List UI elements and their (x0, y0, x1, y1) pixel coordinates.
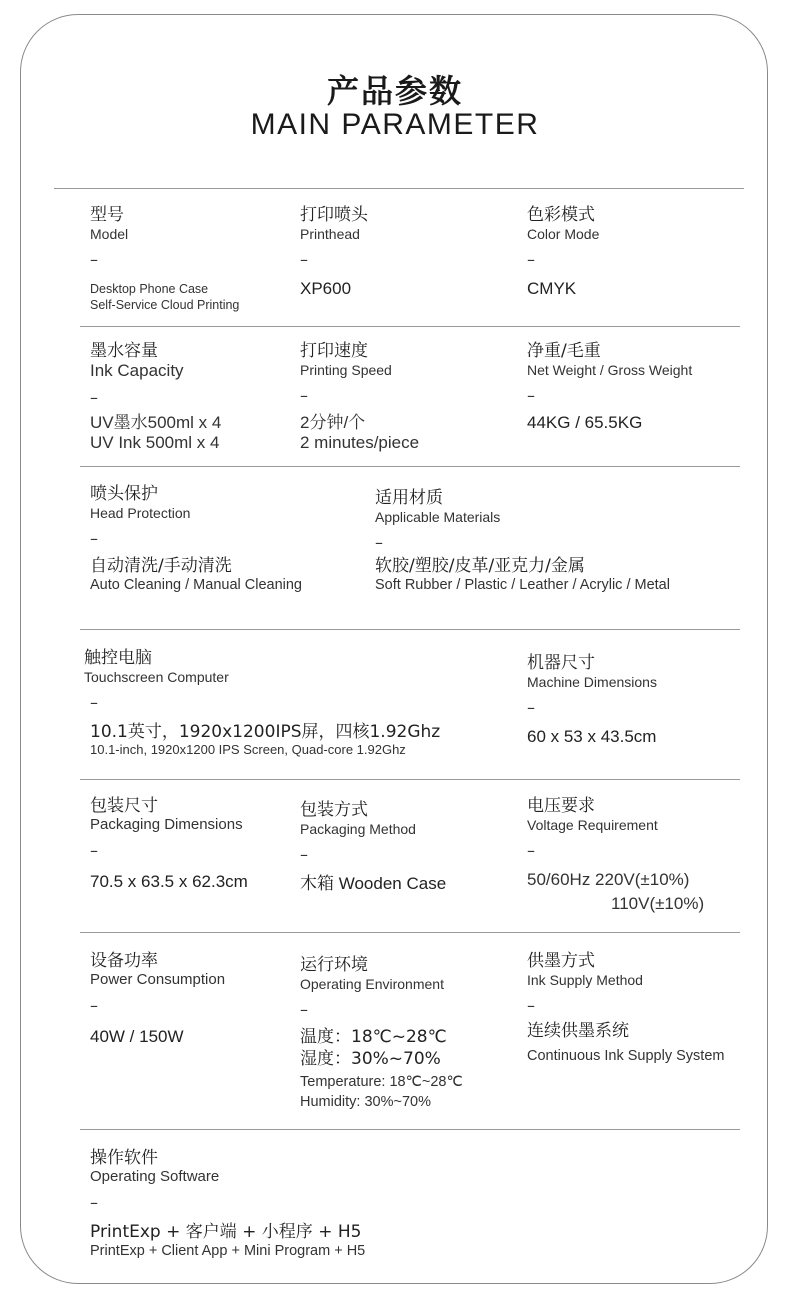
param-value: Desktop Phone Case (90, 282, 209, 296)
param-machine-dimensions (527, 653, 657, 747)
param-packaging-dimensions (90, 796, 248, 892)
param-value: 40W / 150W (90, 1027, 184, 1046)
param-label-cn: 操作软件 (90, 1148, 158, 1168)
param-value-cn: 连续供墨系统 (527, 1021, 629, 1041)
divider-5 (80, 779, 740, 780)
dash: – (300, 250, 308, 269)
param-voltage (527, 796, 704, 914)
dash: – (300, 845, 308, 864)
dash: – (527, 996, 535, 1015)
divider-4 (80, 629, 740, 630)
dash: – (527, 250, 535, 269)
param-label-cn: 打印喷头 (300, 205, 368, 225)
dash: – (90, 841, 98, 860)
param-label-en: Model (90, 226, 129, 242)
param-label-en: Net Weight / Gross Weight (527, 362, 693, 378)
param-label-cn: 运行环境 (300, 955, 368, 975)
param-value: UV Ink 500ml x 4 (90, 433, 220, 452)
dash: – (375, 533, 383, 552)
param-value: UV墨水500ml x 4 (90, 413, 222, 432)
param-label-en: Touchscreen Computer (84, 669, 229, 685)
param-label-en: Head Protection (90, 505, 191, 521)
param-label-en: Packaging Method (300, 821, 416, 837)
param-label-en: Color Mode (527, 226, 600, 242)
param-value-en: Soft Rubber / Plastic / Leather / Acrylic / Metal (375, 577, 670, 593)
param-label-cn: 包装方式 (300, 800, 368, 820)
param-value: 70.5 x 63.5 x 62.3cm (90, 872, 248, 891)
param-label-en: Applicable Materials (375, 509, 501, 525)
param-label-en: Voltage Requirement (527, 817, 658, 833)
param-model (90, 205, 239, 313)
divider-7 (80, 1129, 740, 1130)
param-label-en: Packaging Dimensions (90, 816, 243, 833)
param-label-cn: 净重/毛重 (527, 341, 601, 361)
param-label-cn: 墨水容量 (90, 341, 158, 361)
dash: – (90, 693, 98, 712)
divider-1 (54, 188, 744, 189)
page-title-en: MAIN PARAMETER (250, 108, 540, 141)
param-materials (375, 488, 670, 594)
param-software (90, 1148, 365, 1260)
param-weight (527, 341, 692, 433)
param-label-en: Operating Software (90, 1168, 220, 1185)
param-label-en: Ink Capacity (90, 361, 184, 380)
param-value: 60 x 53 x 43.5cm (527, 727, 657, 746)
param-label-en: Printing Speed (300, 362, 392, 378)
param-label-cn: 触控电脑 (84, 648, 152, 668)
dash: – (90, 529, 98, 548)
param-touchscreen (84, 648, 440, 758)
param-value-cn: 湿度：30%~70% (300, 1049, 441, 1069)
param-label-cn: 色彩模式 (527, 205, 595, 225)
param-value: 2分钟/个 (300, 413, 366, 432)
param-label-cn: 适用材质 (375, 488, 443, 508)
param-label-cn: 电压要求 (527, 796, 595, 816)
param-value: 44KG / 65.5KG (527, 413, 643, 432)
param-value-en: Humidity: 30%~70% (300, 1094, 431, 1110)
dash: – (90, 388, 98, 407)
param-environment (300, 955, 463, 1111)
param-printhead (300, 205, 368, 299)
divider-6 (80, 932, 740, 933)
param-label-cn: 喷头保护 (90, 484, 158, 504)
dash: – (527, 698, 535, 717)
param-value: 110V(±10%) (611, 894, 705, 913)
param-label-en: Machine Dimensions (527, 674, 657, 690)
divider-3 (80, 466, 740, 467)
dash: – (300, 386, 308, 405)
param-value-en: PrintExp + Client App + Mini Program + H5 (90, 1243, 366, 1259)
param-label-cn: 供墨方式 (527, 951, 595, 971)
page-title-cn: 产品参数 (326, 72, 463, 110)
param-label-cn: 设备功率 (90, 951, 158, 971)
param-label-en: Ink Supply Method (527, 972, 643, 988)
dash: – (527, 841, 535, 860)
param-ink-capacity (90, 341, 221, 453)
dash: – (527, 386, 535, 405)
param-value-cn: 软胶/塑胶/皮革/亚克力/金属 (375, 556, 585, 576)
param-value-cn: 自动清洗/手动清洗 (90, 556, 232, 576)
param-value-en: Continuous Ink Supply System (527, 1048, 725, 1064)
param-value: XP600 (300, 279, 352, 298)
param-label-cn: 包装尺寸 (90, 796, 158, 816)
param-head-protection (90, 484, 302, 594)
param-power (90, 951, 225, 1047)
param-value: 50/60Hz 220V(±10%) (527, 870, 690, 889)
param-value-cn: 温度：18℃~28℃ (300, 1027, 447, 1047)
param-label-cn: 型号 (90, 205, 124, 225)
param-label-en: Printhead (300, 226, 360, 242)
param-value-en: 10.1-inch, 1920x1200 IPS Screen, Quad-core 1.92Ghz (90, 742, 406, 757)
dash: – (300, 1000, 308, 1019)
param-value: 2 minutes/piece (300, 433, 420, 452)
dash: – (90, 1193, 98, 1212)
dash: – (90, 996, 98, 1015)
dash: – (90, 250, 98, 269)
param-value: 木箱 Wooden Case (300, 874, 447, 893)
param-ink-supply (527, 951, 724, 1065)
param-label-en: Operating Environment (300, 976, 444, 992)
param-value: CMYK (527, 279, 577, 298)
param-label-cn: 打印速度 (300, 341, 368, 361)
param-value: Self-Service Cloud Printing (90, 298, 240, 312)
param-value-en: Temperature: 18℃~28℃ (300, 1074, 463, 1090)
param-label-en: Power Consumption (90, 971, 226, 988)
param-value-cn: 10.1英寸，1920x1200IPS屏，四核1.92Ghz (90, 722, 441, 742)
param-printing-speed (300, 341, 419, 453)
param-label-cn: 机器尺寸 (527, 653, 595, 673)
param-color-mode (527, 205, 599, 299)
param-value-en: Auto Cleaning / Manual Cleaning (90, 577, 302, 593)
param-value-cn: PrintExp + 客户端 + 小程序 + H5 (90, 1222, 362, 1242)
param-packaging-method (300, 800, 446, 894)
divider-2 (80, 326, 740, 327)
